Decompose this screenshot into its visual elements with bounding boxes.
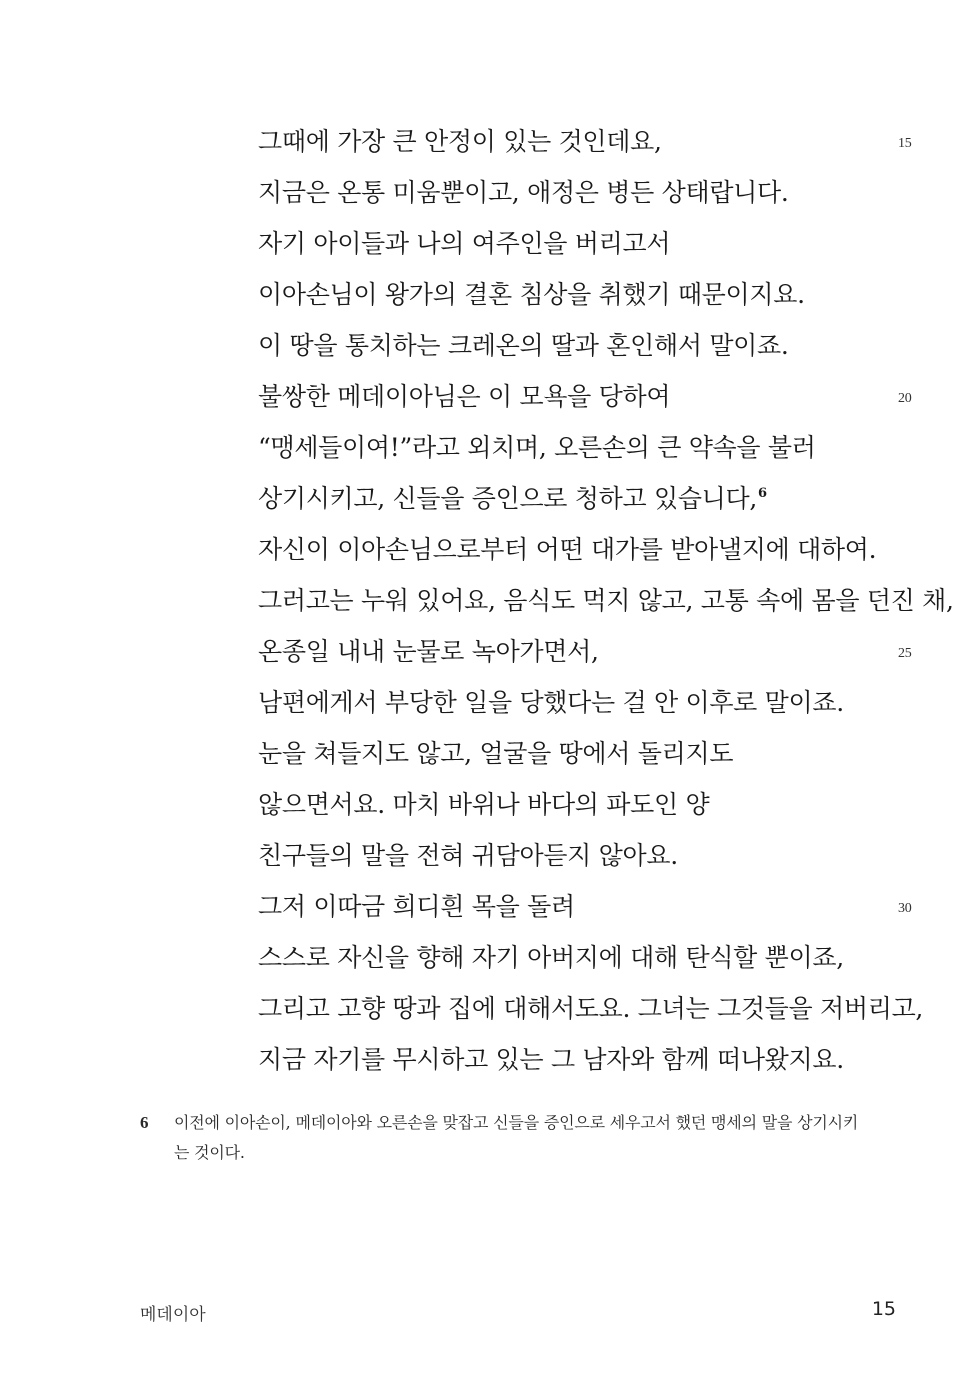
- verse-line: [258, 524, 938, 575]
- verse-line: [258, 626, 938, 677]
- verse-line: [258, 830, 938, 881]
- verse-line: [258, 677, 938, 728]
- footnote-text: 이전에 이아손이, 메데이아와 오른손을 맞잡고 신들을 증인으로 세우고서 했던 맹세의 말을 상기시키는 것이다.: [174, 1113, 859, 1162]
- verse-line: [258, 116, 938, 167]
- verse-line-text: 그때에 가장 큰 안정이 있는 것인데요,: [258, 127, 662, 156]
- verse-line: [258, 728, 938, 779]
- verse-line-content: 상기시키고, 신들을 증인으로 청하고 있습니다,: [258, 484, 758, 513]
- verse-line-text: 그저 이따금 희디흰 목을 돌려: [258, 892, 575, 921]
- footnote-reference[interactable]: 6: [758, 486, 767, 501]
- verse-line: [258, 779, 938, 830]
- verse-line-text: 남편에게서 부당한 일을 당했다는 걸 안 이후로 말이죠.: [258, 688, 844, 717]
- footnote: [140, 1108, 860, 1168]
- page-number: 15: [871, 1298, 896, 1320]
- verse-line-text: 이아손님이 왕가의 결혼 침상을 취했기 때문이지요.: [258, 280, 805, 309]
- verse-line-text: 친구들의 말을 전혀 귀담아듣지 않아요.: [258, 841, 678, 870]
- verse-line-text: 눈을 쳐들지도 않고, 얼굴을 땅에서 돌리지도: [258, 739, 734, 768]
- verse-line: [258, 218, 938, 269]
- line-number: 15: [898, 136, 912, 151]
- line-number: 20: [898, 391, 912, 406]
- verse-text: [258, 116, 954, 1085]
- verse-line-text: 지금 자기를 무시하고 있는 그 남자와 함께 떠나왔지요.: [258, 1045, 844, 1074]
- verse-line: [258, 269, 938, 320]
- verse-line-text: [258, 484, 767, 513]
- verse-line: [258, 983, 938, 1034]
- verse-line: [258, 473, 938, 524]
- verse-line: [258, 932, 938, 983]
- verse-line-text: 않으면서요. 마치 바위나 바다의 파도인 양: [258, 790, 710, 819]
- verse-line-text: 자기 아이들과 나의 여주인을 버리고서: [258, 229, 671, 258]
- verse-line: [258, 371, 938, 422]
- verse-line-text: 자신이 이아손님으로부터 어떤 대가를 받아낼지에 대하여.: [258, 535, 877, 564]
- verse-line: [258, 575, 954, 626]
- verse-line-text: 그러고는 누워 있어요, 음식도 먹지 않고, 고통 속에 몸을 던진 채,: [258, 586, 954, 615]
- verse-line: [258, 1034, 938, 1085]
- footnote-number: 6: [140, 1113, 149, 1132]
- verse-line-text: 지금은 온통 미움뿐이고, 애정은 병든 상태랍니다.: [258, 178, 789, 207]
- line-number: 25: [898, 646, 912, 661]
- verse-line: [258, 320, 938, 371]
- verse-line: [258, 422, 938, 473]
- verse-line-text: 불쌍한 메데이아님은 이 모욕을 당하여: [258, 382, 671, 411]
- verse-line-text: 그리고 고향 땅과 집에 대해서도요. 그녀는 그것들을 저버리고,: [258, 994, 924, 1023]
- verse-line-text: 이 땅을 통치하는 크레온의 딸과 혼인해서 말이죠.: [258, 331, 789, 360]
- verse-line-text: 스스로 자신을 향해 자기 아버지에 대해 탄식할 뿐이죠,: [258, 943, 844, 972]
- verse-line: [258, 881, 938, 932]
- running-footer-title: 메데이아: [140, 1305, 206, 1325]
- line-number: 30: [898, 901, 912, 916]
- verse-line-text: 온종일 내내 눈물로 녹아가면서,: [258, 637, 599, 666]
- verse-line: [258, 167, 938, 218]
- verse-line-text: “맹세들이여!”라고 외치며, 오른손의 큰 약속을 불러: [258, 433, 816, 462]
